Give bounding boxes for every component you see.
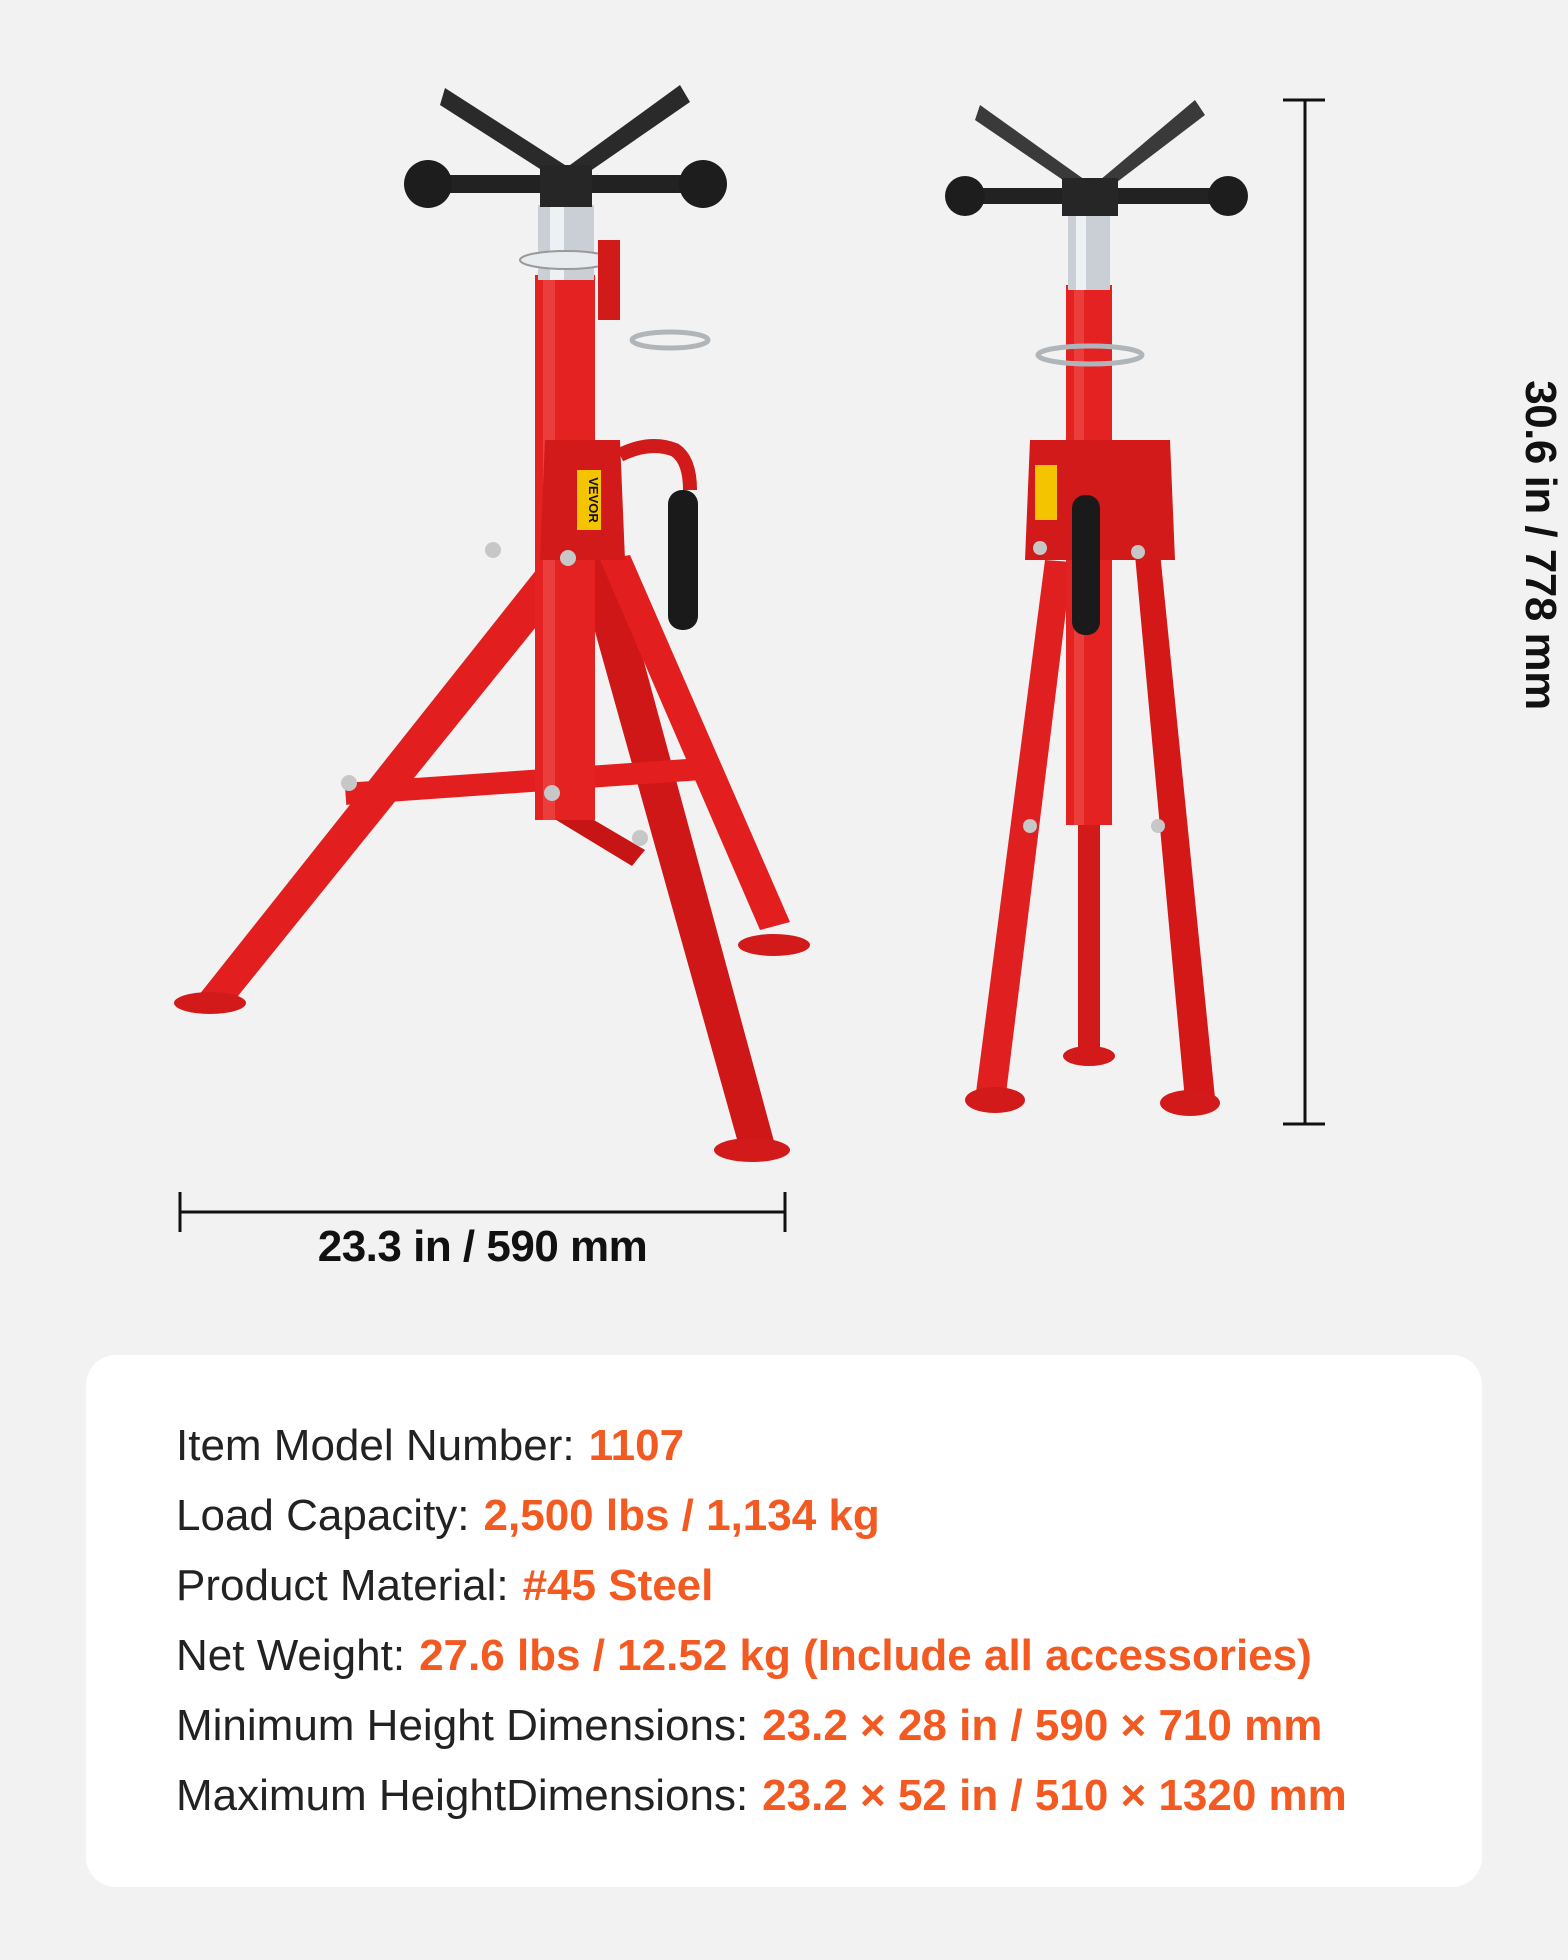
bolt bbox=[632, 830, 648, 846]
handle-grip bbox=[668, 490, 698, 630]
spec-value: 27.6 lbs / 12.52 kg (Include all accessories) bbox=[419, 1631, 1312, 1680]
bolt bbox=[544, 785, 560, 801]
spec-value: #45 Steel bbox=[522, 1561, 714, 1610]
spec-row-material bbox=[176, 1551, 1347, 1621]
spec-value: 23.2 × 28 in / 590 × 710 mm bbox=[762, 1701, 1323, 1750]
stand-foot bbox=[738, 934, 810, 956]
spec-label: Product Material: bbox=[176, 1561, 509, 1610]
brand-sticker bbox=[1035, 465, 1057, 520]
stand-handle-arm bbox=[620, 446, 690, 490]
spec-label: Maximum HeightDimensions: bbox=[176, 1771, 749, 1820]
height-dimension-line bbox=[1283, 100, 1325, 1124]
pipe-stand-left-view bbox=[174, 85, 810, 1162]
handle-grip bbox=[1072, 495, 1100, 635]
stand-leg bbox=[1135, 552, 1215, 1100]
v-head-knob bbox=[404, 160, 452, 208]
spec-row-net-weight bbox=[176, 1621, 1347, 1691]
stand-leg bbox=[1078, 820, 1100, 1060]
v-head-knob bbox=[1208, 176, 1248, 216]
spec-label: Load Capacity: bbox=[176, 1491, 470, 1540]
specifications-card bbox=[86, 1355, 1482, 1887]
spec-row-max-height bbox=[176, 1761, 1347, 1831]
bolt bbox=[341, 775, 357, 791]
spec-value: 23.2 × 52 in / 510 × 1320 mm bbox=[762, 1771, 1347, 1820]
v-head-knob bbox=[945, 176, 985, 216]
bolt bbox=[1131, 545, 1145, 559]
locking-pin-ring bbox=[632, 332, 708, 348]
bolt bbox=[560, 550, 576, 566]
bolt bbox=[1033, 541, 1047, 555]
stand-foot bbox=[714, 1138, 790, 1162]
stand-leg bbox=[975, 560, 1072, 1102]
spec-list bbox=[176, 1411, 1347, 1831]
spec-label: Minimum Height Dimensions: bbox=[176, 1701, 749, 1750]
pipe-stand-right-view bbox=[945, 100, 1248, 1116]
spec-row-model bbox=[176, 1411, 1347, 1481]
v-head-knob bbox=[679, 160, 727, 208]
stand-foot bbox=[1063, 1046, 1115, 1066]
spec-row-load-capacity bbox=[176, 1481, 1347, 1551]
spec-value: 1107 bbox=[588, 1421, 685, 1470]
bolt bbox=[485, 542, 501, 558]
column-sleeve bbox=[1068, 215, 1110, 290]
height-dimension-label: 30.6 in / 778 mm bbox=[1516, 380, 1565, 710]
bolt bbox=[1151, 819, 1165, 833]
stand-foot bbox=[174, 992, 246, 1014]
stand-foot bbox=[965, 1087, 1025, 1113]
spec-label: Item Model Number: bbox=[176, 1421, 575, 1470]
width-dimension-label: 23.3 in / 590 mm bbox=[317, 1222, 648, 1271]
brand-logo: VEVOR bbox=[586, 477, 601, 523]
bolt bbox=[1023, 819, 1037, 833]
spec-label: Net Weight: bbox=[176, 1631, 406, 1680]
stand-foot bbox=[1160, 1090, 1220, 1116]
spec-value: 2,500 lbs / 1,134 kg bbox=[483, 1491, 880, 1540]
spec-row-min-height bbox=[176, 1691, 1347, 1761]
